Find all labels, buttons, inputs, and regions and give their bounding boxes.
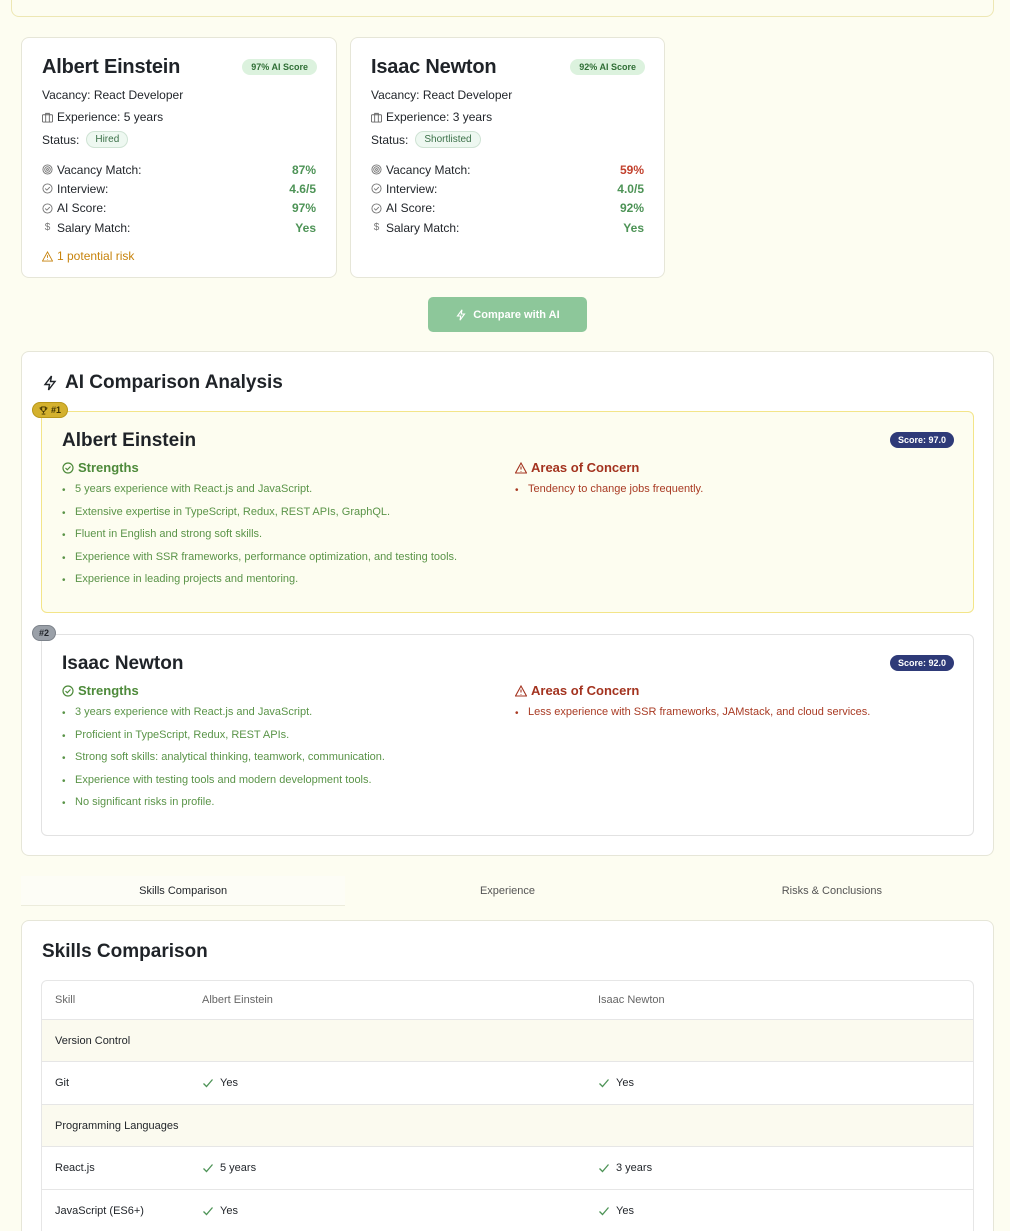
metric-label: Vacancy Match: xyxy=(57,162,142,177)
check-icon xyxy=(202,1205,214,1217)
check-circle-icon xyxy=(371,183,382,194)
metric-label: Salary Match: xyxy=(386,220,460,235)
metric-label: Interview: xyxy=(57,181,109,196)
list-item: • Less experience with SSR frameworks, JAMstack, and cloud services. xyxy=(515,706,953,718)
skills-table xyxy=(41,980,974,1231)
strengths-label: Strengths xyxy=(78,460,139,475)
group-label: Version Control xyxy=(55,1034,131,1047)
metric-label: AI Score: xyxy=(386,201,436,216)
strengths-column xyxy=(62,683,515,819)
dollar-icon: $ xyxy=(44,222,51,234)
metric-interview xyxy=(371,179,644,198)
table-header-row xyxy=(42,981,973,1020)
check-circle-icon xyxy=(62,685,74,697)
target-icon xyxy=(371,164,382,175)
score-badge: Score: 97.0 xyxy=(890,432,954,448)
vacancy-label: Vacancy: xyxy=(42,88,91,102)
metric-label: AI Score: xyxy=(57,201,107,216)
concerns-column xyxy=(515,460,953,596)
cell-value: Yes xyxy=(220,1205,238,1217)
metric-ai-score xyxy=(371,199,644,218)
experience-row xyxy=(371,110,644,124)
check-icon xyxy=(598,1162,610,1174)
metric-ai-score xyxy=(42,199,316,218)
check-icon xyxy=(598,1205,610,1217)
warning-icon xyxy=(515,462,527,474)
cell-value: Yes xyxy=(616,1205,634,1217)
check-icon xyxy=(598,1077,610,1089)
cell-einstein xyxy=(202,1162,598,1174)
list-item: • Experience in leading projects and mentoring. xyxy=(62,573,515,585)
list-item: • Experience with testing tools and modern development tools. xyxy=(62,774,515,786)
list-item: • 5 years experience with React.js and JavaScript. xyxy=(62,483,515,495)
list-item: • No significant risks in profile. xyxy=(62,796,515,808)
analysis-heading xyxy=(42,372,283,394)
rank-candidate-name: Isaac Newton xyxy=(62,653,184,674)
strengths-list xyxy=(62,706,515,808)
metric-value: 59% xyxy=(619,162,644,177)
skills-title: Skills Comparison xyxy=(42,941,208,962)
column-header: Isaac Newton xyxy=(598,994,665,1006)
metric-value: 4.0/5 xyxy=(617,181,644,196)
dollar-icon: $ xyxy=(373,222,380,234)
briefcase-icon xyxy=(42,112,53,123)
list-item: • Fluent in English and strong soft skills. xyxy=(62,528,515,540)
skill-name: React.js xyxy=(55,1162,95,1174)
rank-card-1 xyxy=(41,405,974,613)
metric-label: Interview: xyxy=(386,181,438,196)
strengths-list xyxy=(62,483,515,585)
candidate-name: Isaac Newton xyxy=(371,56,497,78)
status-label: Status: xyxy=(371,132,409,147)
check-icon xyxy=(202,1162,214,1174)
concerns-heading xyxy=(515,683,953,698)
metric-value: Yes xyxy=(623,220,644,235)
metric-salary-match xyxy=(42,218,316,237)
check-circle-icon xyxy=(42,203,53,214)
rank-card-2 xyxy=(39,628,974,836)
check-icon xyxy=(202,1077,214,1089)
status-label: Status: xyxy=(42,132,80,147)
list-item: • Extensive expertise in TypeScript, Redux, REST APIs, GraphQL. xyxy=(62,506,515,518)
status-badge: Hired xyxy=(86,131,128,148)
experience-row xyxy=(42,110,316,124)
concerns-label: Areas of Concern xyxy=(531,460,640,475)
table-row xyxy=(42,1190,973,1231)
previous-section-edge xyxy=(11,0,994,17)
cell-value: 5 years xyxy=(220,1162,257,1174)
column-header: Skill xyxy=(55,994,76,1006)
cell-value: Yes xyxy=(220,1077,238,1089)
check-circle-icon xyxy=(62,462,74,474)
tab-experience[interactable]: Experience xyxy=(479,885,536,897)
cell-value: Yes xyxy=(616,1077,634,1089)
list-item: • Proficient in TypeScript, Redux, REST APIs. xyxy=(62,729,515,741)
rank-badge xyxy=(32,625,56,641)
concerns-list xyxy=(515,483,953,495)
score-badge: Score: 92.0 xyxy=(890,655,954,671)
concerns-column xyxy=(515,683,953,819)
briefcase-icon xyxy=(371,112,382,123)
tab-skills-comparison[interactable]: Skills Comparison xyxy=(21,876,345,906)
concerns-heading xyxy=(515,460,953,475)
metric-interview xyxy=(42,179,316,198)
metric-label: Salary Match: xyxy=(57,220,131,235)
table-row xyxy=(42,1147,973,1190)
risk-indicator xyxy=(42,249,316,263)
concerns-label: Areas of Concern xyxy=(531,683,640,698)
skill-name: Git xyxy=(55,1077,70,1089)
metric-value: 4.6/5 xyxy=(289,181,316,196)
experience-value: 3 years xyxy=(452,110,493,124)
list-item: • 3 years experience with React.js and JavaScript. xyxy=(62,706,515,718)
warning-icon xyxy=(42,251,53,262)
cell-einstein xyxy=(202,1205,598,1217)
strengths-column xyxy=(62,460,515,596)
cell-newton xyxy=(598,1205,973,1217)
list-item: • Experience with SSR frameworks, performance optimization, and testing tools. xyxy=(62,551,515,563)
check-circle-icon xyxy=(371,203,382,214)
metric-value: 97% xyxy=(291,201,316,216)
status-row xyxy=(371,131,644,148)
column-header: Albert Einstein xyxy=(202,994,273,1006)
candidate-card-einstein xyxy=(21,37,337,278)
strengths-label: Strengths xyxy=(78,683,139,698)
metric-vacancy-match xyxy=(42,160,316,179)
vacancy-row xyxy=(42,88,316,102)
metrics-list xyxy=(371,160,644,237)
candidate-name: Albert Einstein xyxy=(42,56,181,78)
group-label: Programming Languages xyxy=(55,1119,179,1132)
metrics-list xyxy=(42,160,316,237)
cell-newton xyxy=(598,1162,973,1174)
metric-value: 87% xyxy=(291,162,316,177)
vacancy-value: React Developer xyxy=(422,88,513,102)
rank-candidate-name: Albert Einstein xyxy=(62,430,197,451)
metric-value: 92% xyxy=(619,201,644,216)
status-row xyxy=(42,131,316,148)
tab-risks-conclusions[interactable]: Risks & Conclusions xyxy=(781,885,882,897)
ai-score-badge: 92% AI Score xyxy=(570,59,645,75)
compare-button-label: Compare with AI xyxy=(473,308,560,321)
candidate-card-newton xyxy=(350,37,665,278)
strengths-heading xyxy=(62,460,515,475)
comparison-tabs xyxy=(21,876,994,906)
status-badge: Shortlisted xyxy=(415,131,480,148)
metric-salary-match xyxy=(371,218,644,237)
experience-label: Experience: xyxy=(57,110,121,124)
lightning-icon xyxy=(455,309,467,321)
metric-vacancy-match xyxy=(371,160,644,179)
experience-label: Experience: xyxy=(386,110,450,124)
cell-value: 3 years xyxy=(616,1162,653,1174)
compare-with-ai-button[interactable] xyxy=(428,297,587,332)
skill-name: JavaScript (ES6+) xyxy=(55,1205,144,1217)
skills-comparison-panel xyxy=(21,920,994,1231)
list-item: • Tendency to change jobs frequently. xyxy=(515,483,953,495)
cell-newton xyxy=(598,1077,973,1089)
metric-value: Yes xyxy=(295,220,316,235)
vacancy-label: Vacancy: xyxy=(371,88,420,102)
lightning-icon xyxy=(42,375,58,391)
rank-label: #2 xyxy=(39,628,50,638)
table-group-row xyxy=(42,1105,973,1147)
metric-label: Vacancy Match: xyxy=(386,162,471,177)
ai-score-badge: 97% AI Score xyxy=(242,59,317,75)
strengths-heading xyxy=(62,683,515,698)
trophy-icon xyxy=(39,406,48,415)
warning-icon xyxy=(515,685,527,697)
concerns-list xyxy=(515,706,953,718)
cell-einstein xyxy=(202,1077,598,1089)
rank-label: #1 xyxy=(51,405,62,415)
target-icon xyxy=(42,164,53,175)
experience-value: 5 years xyxy=(123,110,164,124)
vacancy-row xyxy=(371,88,644,102)
risk-text: 1 potential risk xyxy=(57,249,135,264)
rank-badge xyxy=(32,402,68,418)
check-circle-icon xyxy=(42,183,53,194)
table-row xyxy=(42,1062,973,1105)
analysis-title: AI Comparison Analysis xyxy=(65,372,283,393)
ai-comparison-panel xyxy=(21,351,994,856)
vacancy-value: React Developer xyxy=(93,88,184,102)
list-item: • Strong soft skills: analytical thinking, teamwork, communication. xyxy=(62,751,515,763)
table-group-row xyxy=(42,1020,973,1062)
